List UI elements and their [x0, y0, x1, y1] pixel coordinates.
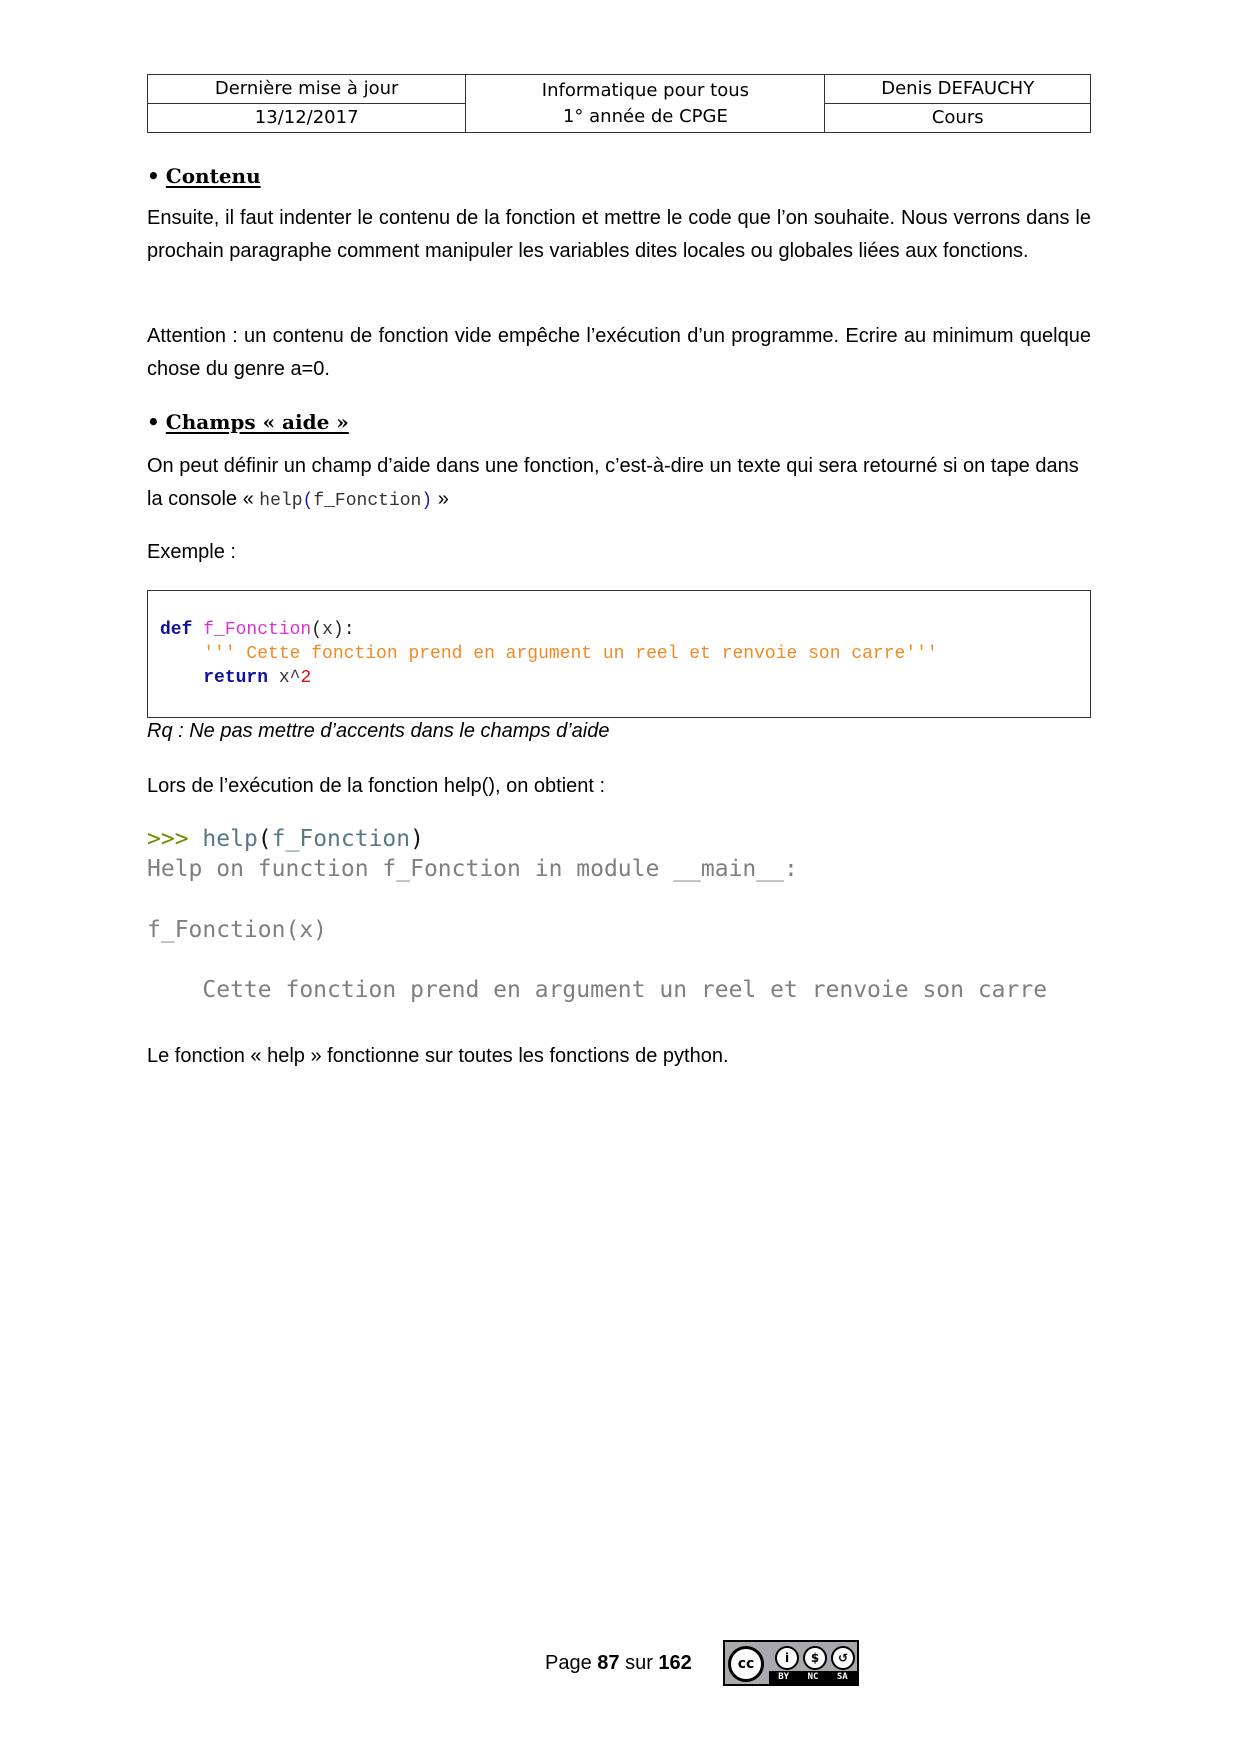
- paragraph-contenu-1: Ensuite, il faut indenter le contenu de la fonction et mettre le code que l’on souhaite. Nous verrons dans le prochain paragraphe comment manipuler les variables dites locales ou globales liées aux fonctions.: [147, 207, 1091, 262]
- code-paren: ): [421, 490, 433, 511]
- keyword-return: return: [203, 668, 269, 688]
- indent: [160, 644, 203, 664]
- sa-sharealike-icon: ↺: [831, 1646, 855, 1670]
- cmd-arg: f_Fonction: [271, 826, 411, 852]
- code-line-1: [160, 618, 938, 642]
- code-line-2: [160, 642, 938, 666]
- by-attribution-icon: i: [775, 1646, 799, 1670]
- section-heading: Champs « aide »: [165, 410, 349, 434]
- function-name: f_Fonction: [203, 620, 312, 640]
- keyword-def: def: [160, 620, 193, 640]
- paragraph-contenu-2: Attention : un contenu de fonction vide empêche l’exécution d’un programme. Ecrire au minimum quelque chose du genre a=0.: [147, 325, 1091, 380]
- paragraph-end: »: [432, 487, 449, 510]
- expression: x^: [278, 668, 301, 688]
- colon: :: [343, 620, 355, 640]
- docstring: ''' Cette fonction prend en argument un reel et renvoie son carre''': [203, 644, 938, 664]
- paragraph-aide: [147, 450, 1091, 517]
- number-literal: 2: [300, 668, 312, 688]
- console-command-line: [147, 826, 424, 852]
- label-nc: NC: [807, 1672, 819, 1682]
- cmd-fn: help: [202, 826, 258, 852]
- console-out-2: f_Fonction(x): [147, 917, 328, 943]
- page-number: 87: [597, 1652, 620, 1674]
- remark-note: Rq : Ne pas mettre d’accents dans le champs d’aide: [147, 720, 610, 742]
- header-table: [147, 74, 1091, 133]
- indent: [160, 668, 203, 688]
- after-label: Lors de l’exécution de la fonction help(), on obtient :: [147, 775, 606, 797]
- code-paren: (: [302, 490, 314, 511]
- label-sa: SA: [836, 1672, 848, 1682]
- nc-noncommercial-icon: $: [803, 1646, 827, 1670]
- cc-license-badge-icon: [723, 1640, 859, 1686]
- console-command: [202, 826, 424, 852]
- page-mid: sur: [619, 1652, 659, 1674]
- update-date: 13/12/2017: [148, 104, 466, 133]
- prompt-icon: >>>: [147, 826, 189, 852]
- course-subject: Informatique pour tous: [541, 79, 750, 101]
- example-label: Exemple :: [147, 541, 236, 563]
- console-output: [147, 826, 1048, 1003]
- paren: (: [311, 620, 323, 640]
- page-prefix: Page: [545, 1652, 598, 1674]
- page-total: 162: [658, 1652, 692, 1674]
- bullet-icon: •: [147, 164, 160, 188]
- doc-type: Cours: [825, 104, 1091, 133]
- cmd-paren: ): [410, 826, 424, 852]
- code-fn: help: [259, 490, 303, 511]
- section-title-contenu: [147, 164, 261, 188]
- page-footer: [545, 1652, 692, 1675]
- console-out-3: Cette fonction prend en argument un reel et renvoie son carre: [147, 977, 1048, 1003]
- course-level: 1° année de CPGE: [562, 105, 728, 127]
- course-title: [466, 75, 825, 133]
- console-out-1: Help on function f_Fonction in module __main__:: [147, 856, 798, 882]
- bullet-icon: •: [147, 410, 160, 434]
- section-heading: Contenu: [165, 164, 261, 188]
- label-by: BY: [778, 1672, 790, 1682]
- cc-icon: cc: [728, 1646, 764, 1682]
- conclusion-text: Le fonction « help » fonctionne sur toutes les fonctions de python.: [147, 1045, 729, 1067]
- author-name: Denis DEFAUCHY: [825, 75, 1091, 104]
- paren: ): [332, 620, 344, 640]
- last-update-label: Dernière mise à jour: [148, 75, 466, 104]
- inline-code-help: [259, 491, 432, 511]
- code-example-box: [147, 590, 1091, 718]
- param: x: [322, 620, 333, 640]
- code-arg: f_Fonction: [313, 490, 422, 511]
- code-line-3: [160, 666, 938, 690]
- section-title-aide: [147, 410, 349, 434]
- license-labels: [769, 1671, 857, 1684]
- cmd-paren: (: [257, 826, 272, 852]
- code-lines: [160, 618, 938, 690]
- paragraph-text: On peut définir un champ d’aide dans une fonction, c’est-à-dire un texte qui sera retourné si on tape dans la console «: [147, 455, 1079, 510]
